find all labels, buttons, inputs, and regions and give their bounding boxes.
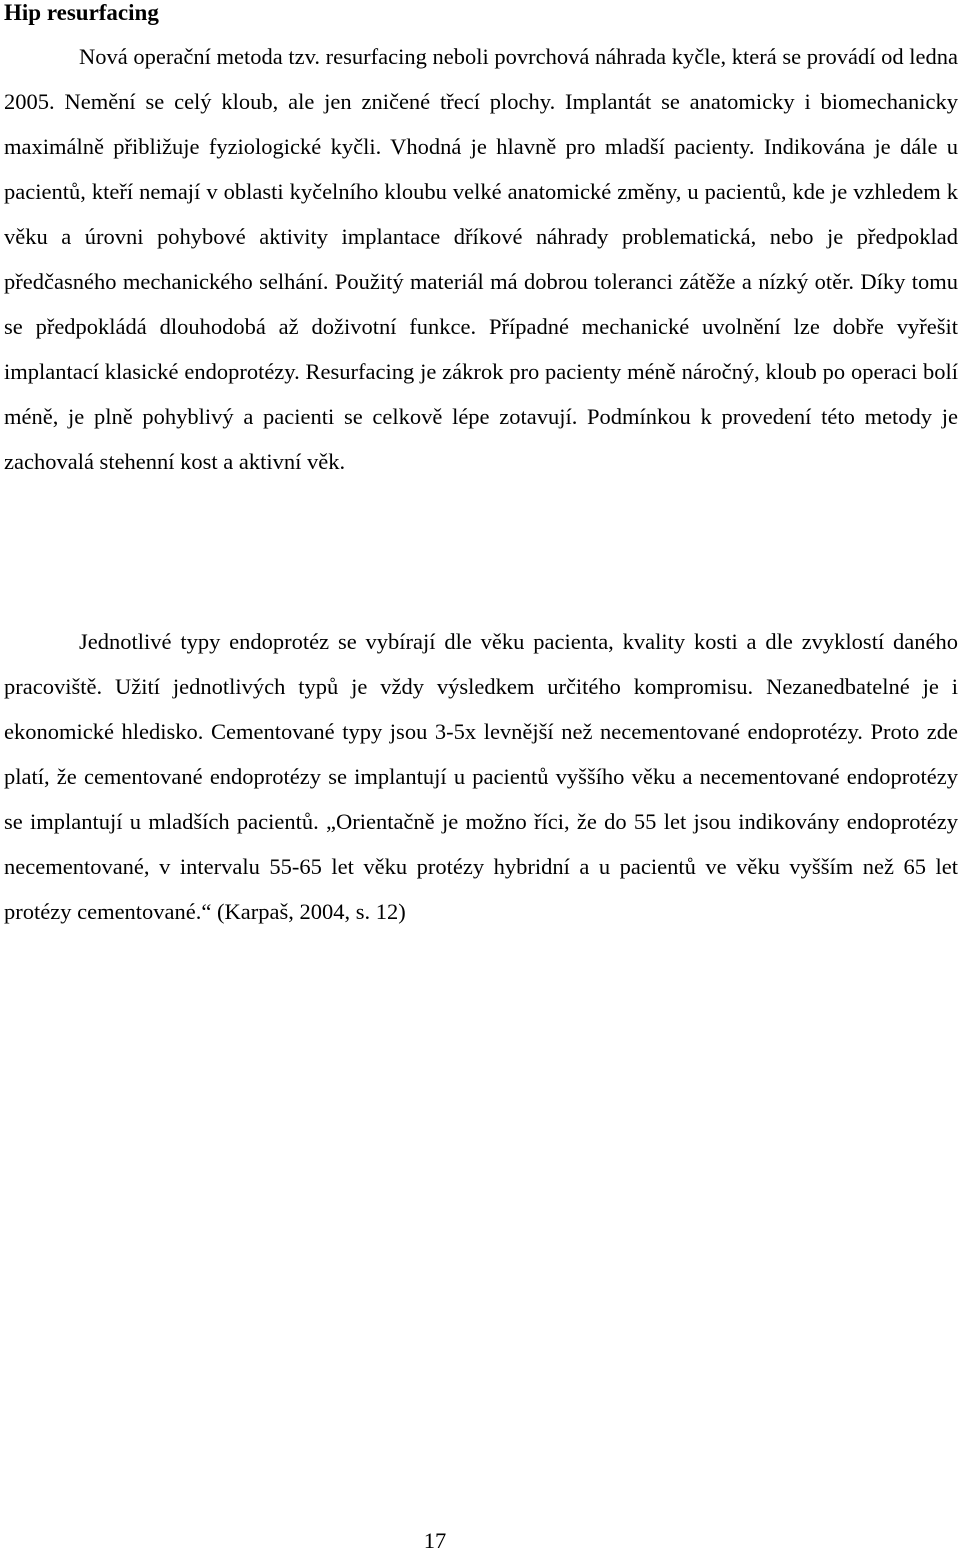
section-heading: Hip resurfacing	[4, 0, 159, 25]
paragraph-hip-resurfacing: Nová operační metoda tzv. resurfacing neboli povrchová náhrada kyčle, která se provádí od ledna 2005. Nemění se celý kloub, ale jen zničené třecí plochy. Implantát se anatomicky i biomechanicky maximálně přibližuje fyziologické kyčli. Vhodná je hlavně pro mladší pacienty. Indikována je dále u pacientů, kteří nemají v oblasti kyčelního kloubu velké anatomické změny, u pacientů, kde je vzhledem k věku a úrovni pohybové aktivity implantace dříkové náhrady problematická, nebo je předpoklad předčasného mechanického selhání. Použitý materiál má dobrou toleranci zátěže a nízký otěr. Díky tomu se předpokládá dlouhodobá až doživotní funkce. Případné mechanické uvolnění lze dobře vyřešit implantací klasické endoprotézy. Resurfacing je zákrok pro pacienty méně náročný, kloub po operaci bolí méně, je plně pohyblivý a pacienti se celkově lépe zotavují. Podmínkou k provedení této metody je zachovalá stehenní kost a aktivní věk.	[4, 44, 958, 474]
paragraph-endoprosthesis-types: Jednotlivé typy endoprotéz se vybírají dle věku pacienta, kvality kosti a dle zvyklostí daného pracoviště. Užití jednotlivých typů je vždy výsledkem určitého kompromisu. Nezanedbatelné je i ekonomické hledisko. Cementované typy jsou 3-5x levnější než necementované endoprotézy. Proto zde platí, že cementované endoprotézy se implantují u pacientů vyššího věku a necementované endoprotézy se implantují u mladších pacientů. „Orientačně je možno říci, že do 55 let jsou indikovány endoprotézy necementované, v intervalu 55-65 let věku protézy hybridní a u pacientů ve věku vyšším než 65 let protézy cementované.“ (Karpaš, 2004, s. 12)	[4, 629, 958, 924]
page-number: 17	[423, 1528, 447, 1553]
